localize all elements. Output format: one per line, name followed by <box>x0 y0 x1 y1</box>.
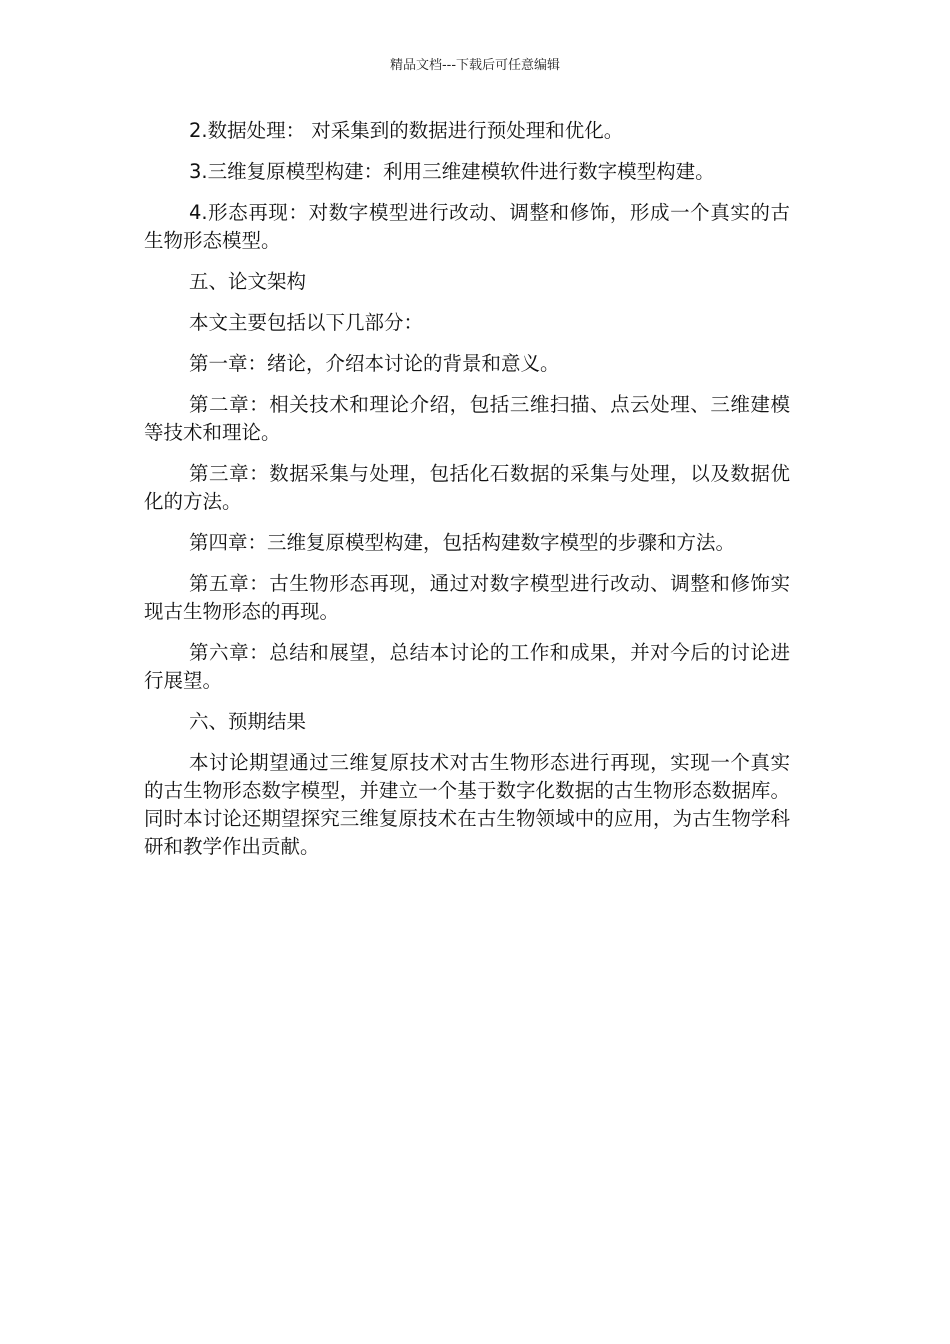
document-body <box>144 117 790 874</box>
chapter-2: 第二章：相关技术和理论介绍，包括三维扫描、点云处理、三维建模等技术和理论。 <box>144 393 790 444</box>
step-data-processing: 2.数据处理： 对采集到的数据进行预处理和优化。 <box>189 119 624 142</box>
structure-intro: 本文主要包括以下几部分： <box>189 311 424 334</box>
expected-results-text: 本讨论期望通过三维复原技术对古生物形态进行再现，实现一个真实的古生物形态数字模型，并建立一个基于数字化数据的古生物形态数据库。同时本讨论还期望探究三维复原技术在古生物领域中的应用，为古生物学科研和教学作出贡献。 <box>144 751 790 858</box>
section-heading-expected-results: 六、预期结果 <box>189 710 307 733</box>
page-header: 精品文档---下载后可任意编辑 <box>389 58 561 73</box>
step-form-reproduction: 4.形态再现：对数字模型进行改动、调整和修饰，形成一个真实的古生物形态模型。 <box>144 201 790 252</box>
chapter-6: 第六章：总结和展望，总结本讨论的工作和成果，并对今后的讨论进行展望。 <box>144 641 790 692</box>
step-model-construction: 3.三维复原模型构建：利用三维建模软件进行数字模型构建。 <box>189 160 715 183</box>
section-heading-thesis-structure: 五、论文架构 <box>189 270 307 293</box>
chapter-3: 第三章：数据采集与处理，包括化石数据的采集与处理，以及数据优化的方法。 <box>144 462 790 513</box>
chapter-1: 第一章：绪论，介绍本讨论的背景和意义。 <box>189 352 560 375</box>
chapter-4: 第四章：三维复原模型构建，包括构建数字模型的步骤和方法。 <box>189 531 736 554</box>
chapter-5: 第五章：古生物形态再现，通过对数字模型进行改动、调整和修饰实现古生物形态的再现。 <box>144 572 790 623</box>
